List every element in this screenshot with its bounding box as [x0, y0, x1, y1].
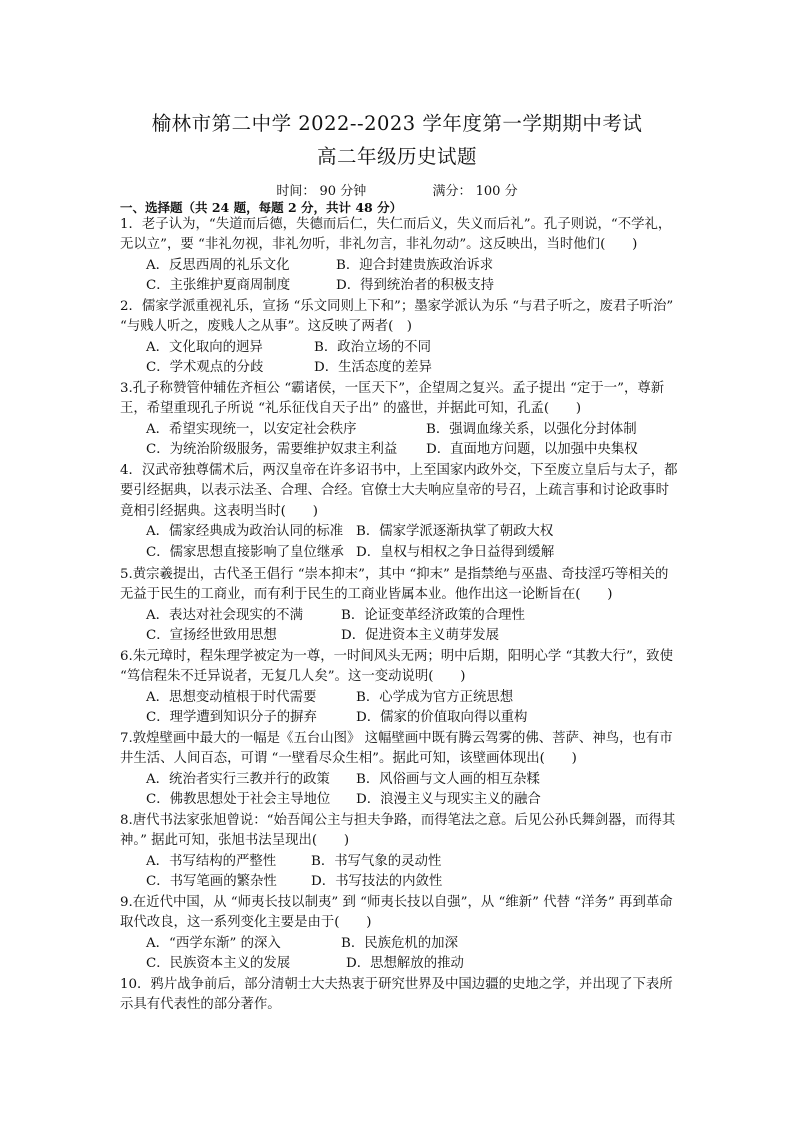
- question-9: [120, 893, 680, 975]
- question-stem: 3.孔子称赞管仲辅佐齐桓公 “霸诸侯，一匡天下”，企望周之复兴。孟子提出 “定于一”，尊新王，希望重现孔子所说 “礼乐征伐自天子出” 的盛世，并据此可知，孔孟( ): [120, 381, 665, 417]
- option-d: D．促进资本主义萌芽发展: [341, 628, 500, 644]
- options-row: [146, 770, 680, 790]
- options-row: [146, 522, 680, 542]
- option-d: D．直面地方问题，以加强中央集权: [426, 442, 638, 458]
- option-d: D．皇权与相权之争日益得到缓解: [356, 544, 555, 560]
- question-stem: 1．老子认为，“失道而后德，失德而后仁，失仁而后义，失义而后礼”。孔子则说，“不学礼，无以立”，要 “非礼勿视，非礼勿听，非礼勿言，非礼勿动”。这反映出，当时他们( ): [120, 217, 672, 253]
- option-a: A．书写结构的严整性: [146, 853, 277, 869]
- option-c: C．宣扬经世致用思想: [146, 628, 277, 644]
- option-d: D．思想解放的推动: [346, 956, 464, 972]
- question-stem: 10．鸦片战争前后，部分清朝士大夫热衷于研究世界及中国边疆的史地之学，并出现了下表所示具有代表性的部分著作。: [120, 977, 673, 1013]
- exam-time: 时间： 90 分钟: [276, 184, 367, 199]
- question-4: [120, 461, 680, 563]
- option-c: C．学术观点的分歧: [146, 360, 264, 376]
- question-6: [120, 647, 680, 729]
- question-1: [120, 215, 680, 297]
- option-a: A．统治者实行三教并行的政策: [146, 771, 330, 787]
- option-a: A．反思西周的礼乐文化: [146, 257, 290, 273]
- question-8: [120, 811, 680, 893]
- options-row: [146, 358, 680, 378]
- options-row: [146, 276, 680, 296]
- question-2: [120, 297, 680, 379]
- section-heading: 一、选择题（共 24 题，每题 2 分，共计 48 分）: [120, 200, 403, 215]
- options-row: [146, 543, 680, 563]
- options-row: [146, 852, 680, 872]
- question-10: [120, 975, 680, 1016]
- question-stem: 9.在近代中国，从 “师夷长技以制夷” 到 “师夷长技以自强”，从 “维新” 代替 “洋务” 再到革命取代改良，这一系列变化主要是由于( ): [120, 895, 673, 931]
- option-b: B．风俗画与文人画的相互杂糅: [356, 771, 540, 787]
- option-d: D．儒家的价值取向得以重构: [356, 710, 528, 726]
- exam-title: 榆林市第二中学 2022--2023 学年度第一学期期中考试: [151, 112, 643, 135]
- options-row: [146, 338, 680, 358]
- option-c: C．民族资本主义的发展: [146, 956, 291, 972]
- exam-subtitle: 高二年级历史试题: [316, 145, 477, 168]
- option-c: C．佛教思想处于社会主导地位: [146, 792, 331, 808]
- option-a: A．“西学东渐” 的深入: [146, 935, 281, 951]
- options-row: [146, 606, 680, 626]
- option-c: C．主张维护夏商周制度: [146, 278, 291, 294]
- option-b: B．政治立场的不同: [314, 339, 431, 355]
- question-7: [120, 729, 680, 811]
- option-a: A．希望实现统一，以安定社会秩序: [146, 421, 357, 437]
- question-3: [120, 379, 680, 461]
- question-stem: 5.黄宗羲提出，古代圣王倡行 “崇本抑末”，其中 “抑末” 是指禁绝与巫蛊、奇技淫巧等相关的无益于民生的工商业，而有利于民生的工商业皆属本业。他作出这一论断旨在( ): [120, 567, 669, 603]
- option-c: C．为统治阶级服务，需要维护奴隶主利益: [146, 442, 398, 458]
- options-row: [146, 708, 680, 728]
- question-5: [120, 565, 680, 647]
- option-d: D．生活态度的差异: [314, 360, 432, 376]
- option-b: B．迎合封建贵族政治诉求: [336, 257, 494, 273]
- exam-score: 满分： 100 分: [432, 184, 518, 199]
- options-row: [146, 420, 680, 440]
- options-row: [146, 256, 680, 276]
- option-b: B．强调血缘关系，以强化分封体制: [426, 421, 637, 437]
- option-c: C．理学遭到知识分子的摒弃: [146, 710, 317, 726]
- option-a: A．表达对社会现实的不满: [146, 607, 303, 623]
- question-stem: 6.朱元璋时，程朱理学被定为一尊，一时间风头无两；明中后期，阳明心学 “其教大行”，致使 “笃信程朱不迁异说者，无复几人矣”。这一变动说明( ): [120, 649, 673, 685]
- exam-info: [0, 180, 794, 199]
- option-b: B．儒家学派逐渐执掌了朝政大权: [356, 524, 554, 540]
- option-b: B．书写气象的灵动性: [311, 853, 442, 869]
- options-row: [146, 626, 680, 646]
- option-b: B．论证变革经济政策的合理性: [341, 607, 525, 623]
- option-b: B．民族危机的加深: [341, 935, 458, 951]
- options-row: [146, 440, 680, 460]
- question-stem: 7.敦煌壁画中最大的一幅是《五台山图》 这幅壁画中既有腾云驾雾的佛、菩萨、神鸟，也有市井生活、人间百态，可谓 “一壁看尽众生相”。据此可知，该壁画体现出( ): [120, 731, 673, 767]
- options-row: [146, 688, 680, 708]
- option-b: B．心学成为官方正统思想: [356, 689, 514, 705]
- options-row: [146, 872, 680, 892]
- option-a: A．思想变动植根于时代需要: [146, 689, 317, 705]
- options-row: [146, 790, 680, 810]
- question-stem: 4．汉武帝独尊儒术后，两汉皇帝在许多诏书中，上至国家内政外交，下至废立皇后与太子，都要引经据典，以表示法圣、合理、合经。官僚士大夫响应皇帝的号召，上疏言事和讨论政事时竟相引经据典。这表明当时( ): [120, 463, 678, 519]
- options-row: [146, 954, 680, 974]
- option-d: D．书写技法的内敛性: [311, 874, 443, 890]
- question-stem: 2．儒家学派重视礼乐，宣扬 “乐文同则上下和”；墨家学派认为乐 “与君子听之，废君子听治” “与贱人听之，废贱人之从事”。这反映了两者( ): [120, 299, 674, 335]
- option-d: D．得到统治者的积极支持: [336, 278, 495, 294]
- options-row: [146, 934, 680, 954]
- option-d: D．浪漫主义与现实主义的融合: [356, 792, 541, 808]
- option-a: A．儒家经典成为政治认同的标准: [146, 524, 344, 540]
- option-c: C．书写笔画的繁杂性: [146, 874, 277, 890]
- option-a: A．文化取向的迥异: [146, 339, 263, 355]
- option-c: C．儒家思想直接影响了皇位继承: [146, 544, 344, 560]
- question-stem: 8.唐代书法家张旭曾说：“始吾闻公主与担夫争路，而得笔法之意。后见公孙氏舞剑器，而得其神。” 据此可知，张旭书法呈现出( ): [120, 813, 676, 849]
